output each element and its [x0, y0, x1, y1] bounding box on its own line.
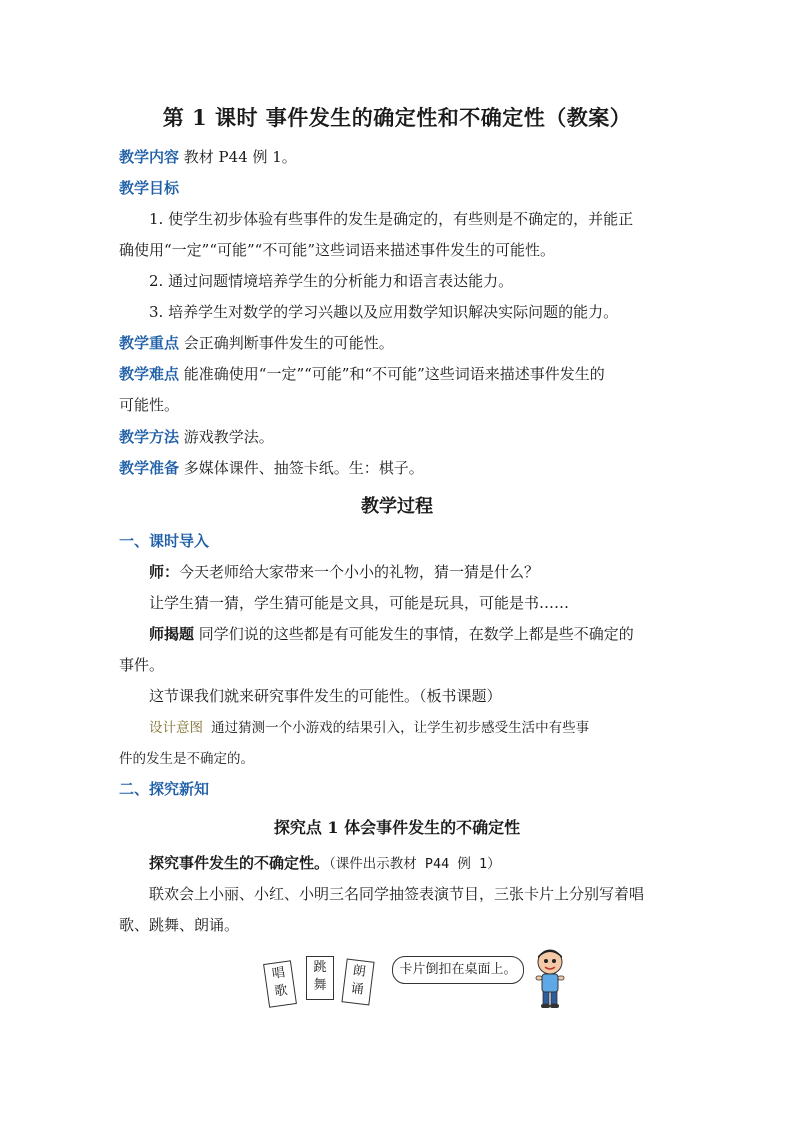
difficulty-text-a: 能准确使用“一定”“可能”和“不可能”这些词语来描述事件发生的: [179, 365, 605, 383]
key-label: 教学重点: [119, 334, 180, 352]
difficulty-text-b: 可能性。: [119, 396, 180, 414]
content-line: [119, 146, 679, 167]
process-heading: 教学过程: [361, 496, 433, 517]
part1-heading: 一、课时导入: [119, 532, 210, 550]
guess-line: 让学生猜一猜，学生猜可能是文具，可能是玩具，可能是书……: [149, 594, 570, 612]
design-line: [149, 716, 679, 736]
difficulty-line: [119, 363, 679, 384]
goal-1a: 1. 使学生初步体验有些事件的发生是确定的，有些则是不确定的，并能正: [149, 210, 634, 228]
design-label: 设计意图: [149, 720, 203, 736]
teacher-line: [149, 561, 679, 582]
reveal-text-a: 同学们说的这些都是有可能发生的事情，在数学上都是些不确定的: [194, 625, 634, 643]
key-line: [119, 332, 679, 353]
goal-3: 3. 培养学生对数学的学习兴趣以及应用数学知识解决实际问题的能力。: [149, 303, 619, 321]
card-sing-1: 唱: [271, 965, 287, 982]
reveal-line: [149, 623, 679, 644]
card-recite-1: 朗: [351, 963, 367, 980]
teacher-label: 师：: [149, 563, 180, 581]
prep-line: [119, 457, 679, 478]
goal-label: 教学目标: [119, 179, 180, 197]
explore-line: [149, 852, 679, 873]
goal-1b: 确使用“一定”“可能”“不可能”这些词语来描述事件发生的可能性。: [119, 241, 556, 259]
teacher-text: 今天老师给大家带来一个小小的礼物，猜一猜是什么？: [179, 563, 540, 581]
part2-heading: 二、探究新知: [119, 780, 210, 798]
content-text: 教材 P44 例 1。: [179, 148, 297, 166]
card-dance-2: 舞: [313, 978, 327, 993]
point1-heading: 探究点 1 体会事件发生的不确定性: [273, 818, 521, 837]
card-dance: [306, 956, 334, 1000]
card-dance-1: 跳: [313, 960, 327, 975]
design-text-a: 通过猜测一个小游戏的结果引入，让学生初步感受生活中有些事: [203, 720, 590, 736]
method-label: 教学方法: [119, 428, 180, 446]
reveal-text-b: 事件。: [119, 656, 165, 674]
goal-2: 2. 通过问题情境培养学生的分析能力和语言表达能力。: [149, 272, 514, 290]
card-recite: [341, 958, 374, 1005]
method-line: [119, 426, 679, 447]
card-sing-2: 歌: [273, 983, 289, 1000]
prep-text: 多媒体课件、抽签卡纸。生：棋子。: [179, 459, 424, 477]
card-sing: [263, 960, 297, 1007]
speech-bubble: 卡片倒扣在桌面上。: [392, 956, 524, 984]
topic-line: 这节课我们就来研究事件发生的可能性。（板书课题）: [149, 687, 502, 705]
card-recite-2: 诵: [349, 981, 365, 998]
method-text: 游戏教学法。: [179, 428, 274, 446]
difficulty-label: 教学难点: [119, 365, 180, 383]
design-text-b: 件的发生是不确定的。: [119, 751, 254, 767]
story-a: 联欢会上小丽、小红、小明三名同学抽签表演节目，三张卡片上分别写着唱: [149, 885, 645, 903]
explore-note: （课件出示教材 P44 例 1）: [329, 856, 501, 872]
content-label: 教学内容: [119, 148, 180, 166]
reveal-label: 师揭题: [149, 625, 195, 643]
explore-bold: 探究事件发生的不确定性。: [149, 854, 330, 872]
page-title: 第 1 课时 事件发生的确定性和不确定性（教案）: [162, 105, 632, 130]
story-b: 歌、跳舞、朗诵。: [119, 916, 240, 934]
boy-illustration-icon: [528, 948, 572, 1010]
key-text: 会正确判断事件发生的可能性。: [179, 334, 394, 352]
prep-label: 教学准备: [119, 459, 180, 477]
